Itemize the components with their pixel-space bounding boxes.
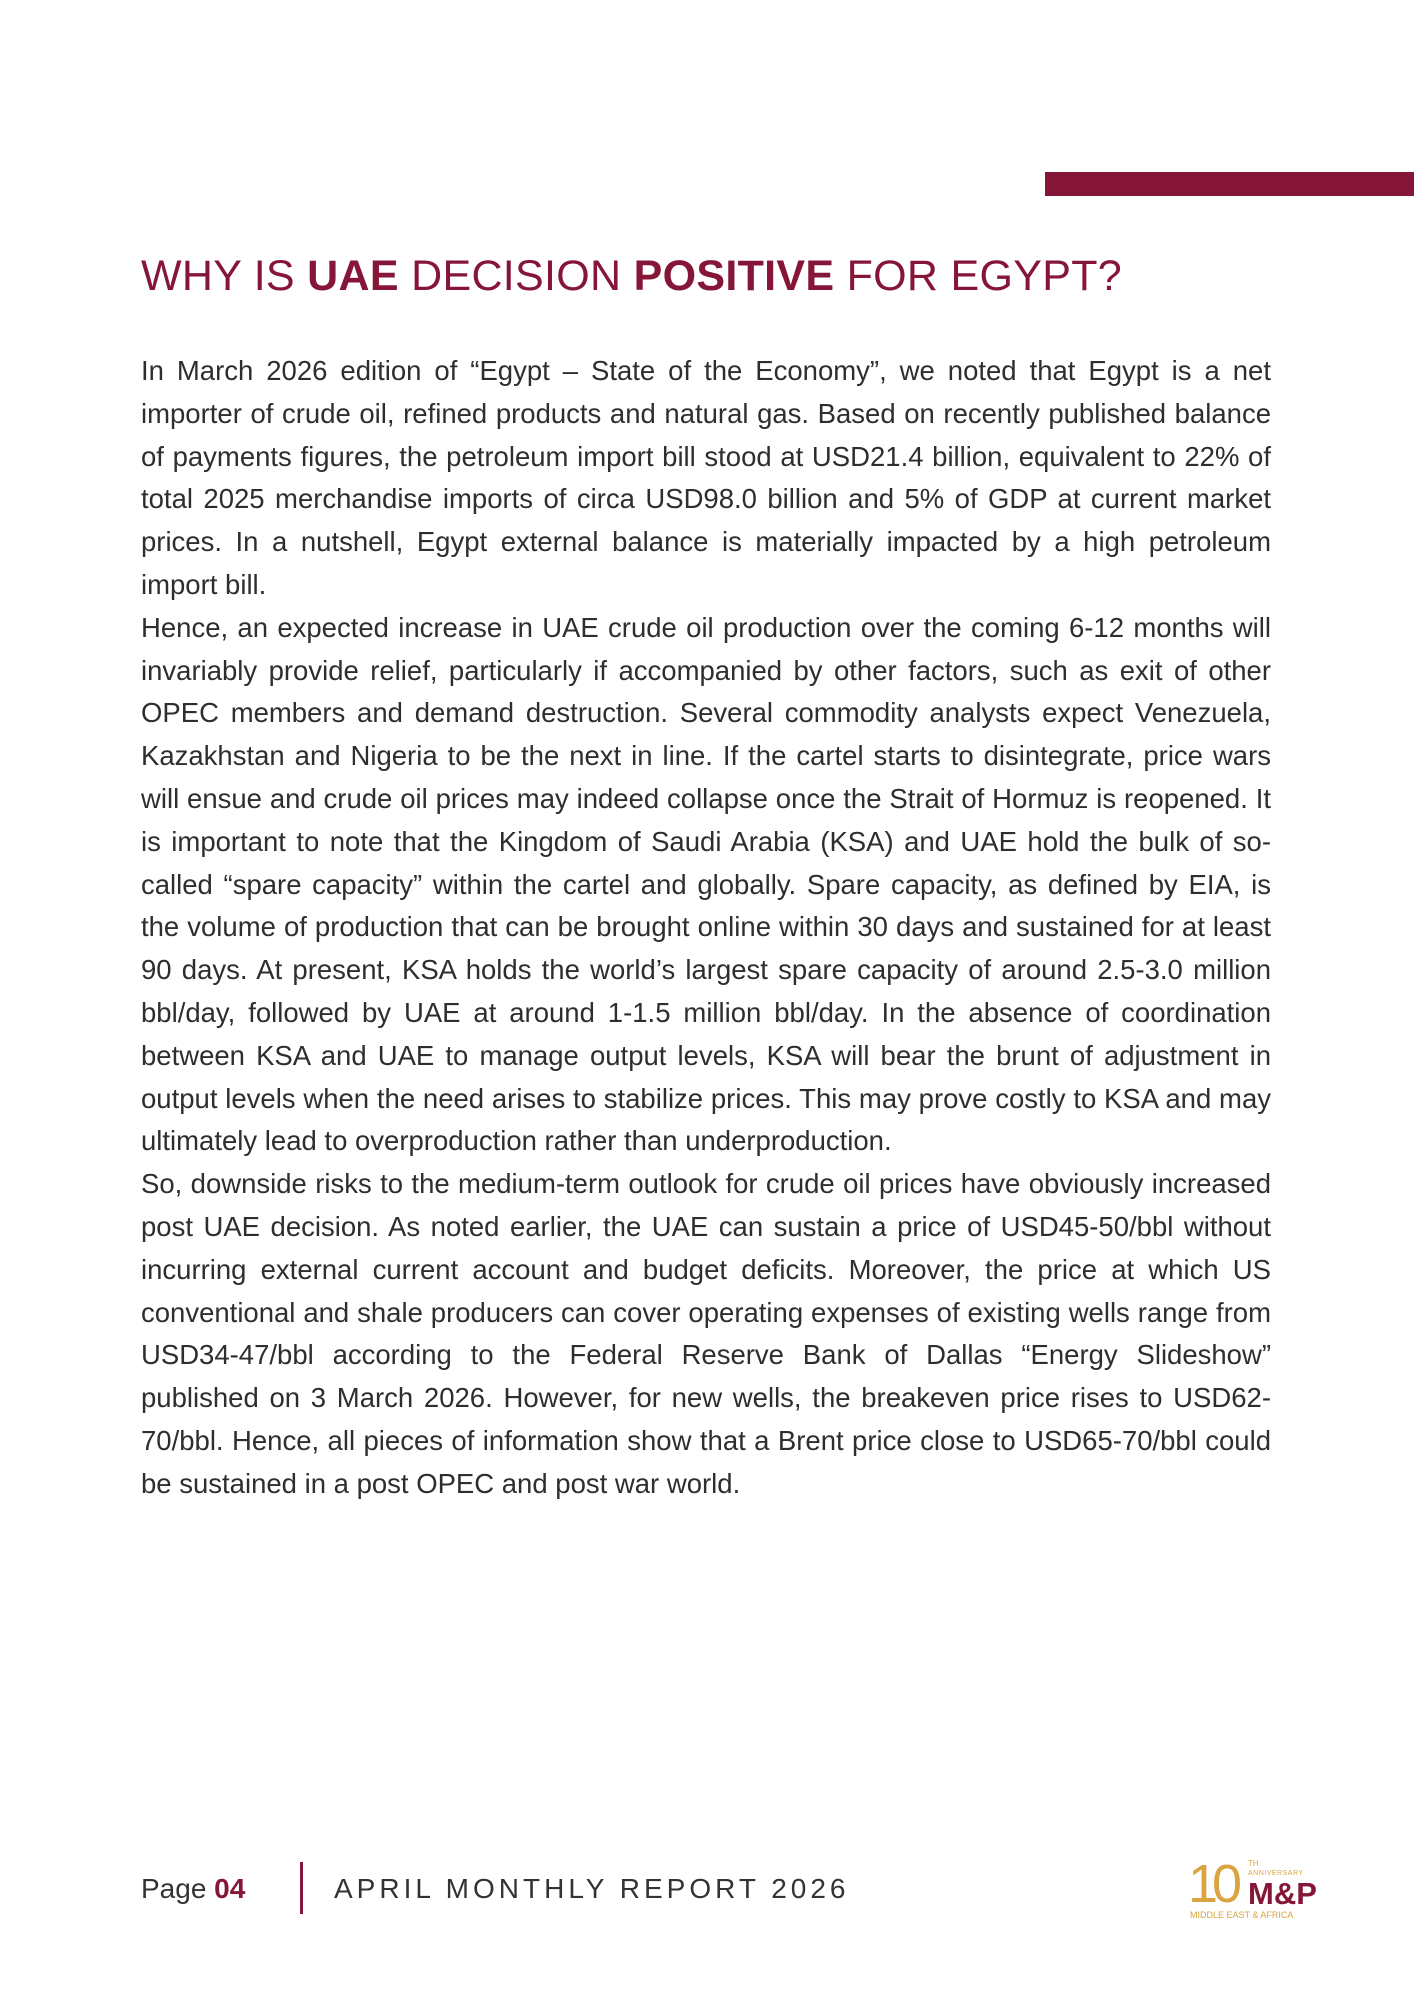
page-prefix: Page — [141, 1873, 215, 1904]
footer-divider — [300, 1862, 303, 1914]
report-title: APRIL MONTHLY REPORT 2026 — [334, 1873, 850, 1904]
heading-emphasis-positive: POSITIVE — [633, 252, 835, 300]
paragraph: So, downside risks to the medium-term outlook for crude oil prices have obviously increased post UAE decision. As noted earlier, the UAE can sustain a price of USD45-50/bbl without incurring external current account and budget deficits. Moreover, the price at which US conventional and shale producers can cover operating expenses of existing wells range from USD34-47/bbl according to the Federal Reserve Bank of Dallas “Energy Slideshow” published on 3 March 2026. However, for new wells, the breakeven price rises to USD62-70/bbl. Hence, all pieces of information show that a Brent price close to USD65-70/bbl could be sustained in a post OPEC and post war world. — [141, 1168, 1271, 1499]
logo-brand: M&P — [1248, 1876, 1317, 1911]
page-number-label — [141, 1873, 245, 1905]
heading-part: WHY IS — [141, 252, 308, 300]
mp-anniversary-logo — [1188, 1852, 1348, 1932]
page-number: 04 — [214, 1873, 246, 1904]
page-footer — [141, 1862, 1241, 1922]
top-accent-bar — [1045, 172, 1414, 196]
logo-region: MIDDLE EAST & AFRICA — [1190, 1910, 1294, 1920]
paragraph: Hence, an expected increase in UAE crude oil production over the coming 6-12 months will invariably provide relief, particularly if accompanied by other factors, such as exit of other OPEC members and demand destruction. Several commodity analysts expect Venezuela, Kazakhstan and Nigeria to be the next in line. If the cartel starts to disintegrate, price wars will ensue and crude oil prices may indeed collapse once the Strait of Hormuz is reopened. It is important to note that the Kingdom of Saudi Arabia (KSA) and UAE hold the bulk of so-called “spare capacity” within the cartel and globally. Spare capacity, as defined by EIA, is the volume of production that can be brought online within 30 days and sustained for at least 90 days. At present, KSA holds the world’s largest spare capacity of around 2.5-3.0 million bbl/day, followed by UAE at around 1-1.5 million bbl/day. In the absence of coordination between KSA and UAE to manage output levels, KSA will bear the brunt of adjustment in output levels when the need arises to stabilize prices. This may prove costly to KSA and may ultimately lead to overproduction rather than underproduction. — [141, 611, 1271, 1157]
heading-part: FOR EGYPT? — [834, 252, 1122, 300]
logo-superscript: TH — [1248, 1859, 1259, 1868]
heading-emphasis-uae: UAE — [307, 252, 399, 300]
logo-anniversary: ANNIVERSARY — [1248, 1870, 1304, 1877]
logo-number: 10 — [1188, 1854, 1237, 1914]
page-heading — [141, 252, 1271, 301]
heading-part: DECISION — [398, 252, 634, 300]
article-body — [141, 350, 1271, 1506]
paragraph: In March 2026 edition of “Egypt – State of the Economy”, we noted that Egypt is a net importer of crude oil, refined products and natural gas. Based on recently published balance of payments figures, the petroleum import bill stood at USD21.4 billion, equivalent to 22% of total 2025 merchandise imports of circa USD98.0 billion and 5% of GDP at current market prices. In a nutshell, Egypt external balance is materially impacted by a high petroleum import bill. — [141, 355, 1271, 600]
